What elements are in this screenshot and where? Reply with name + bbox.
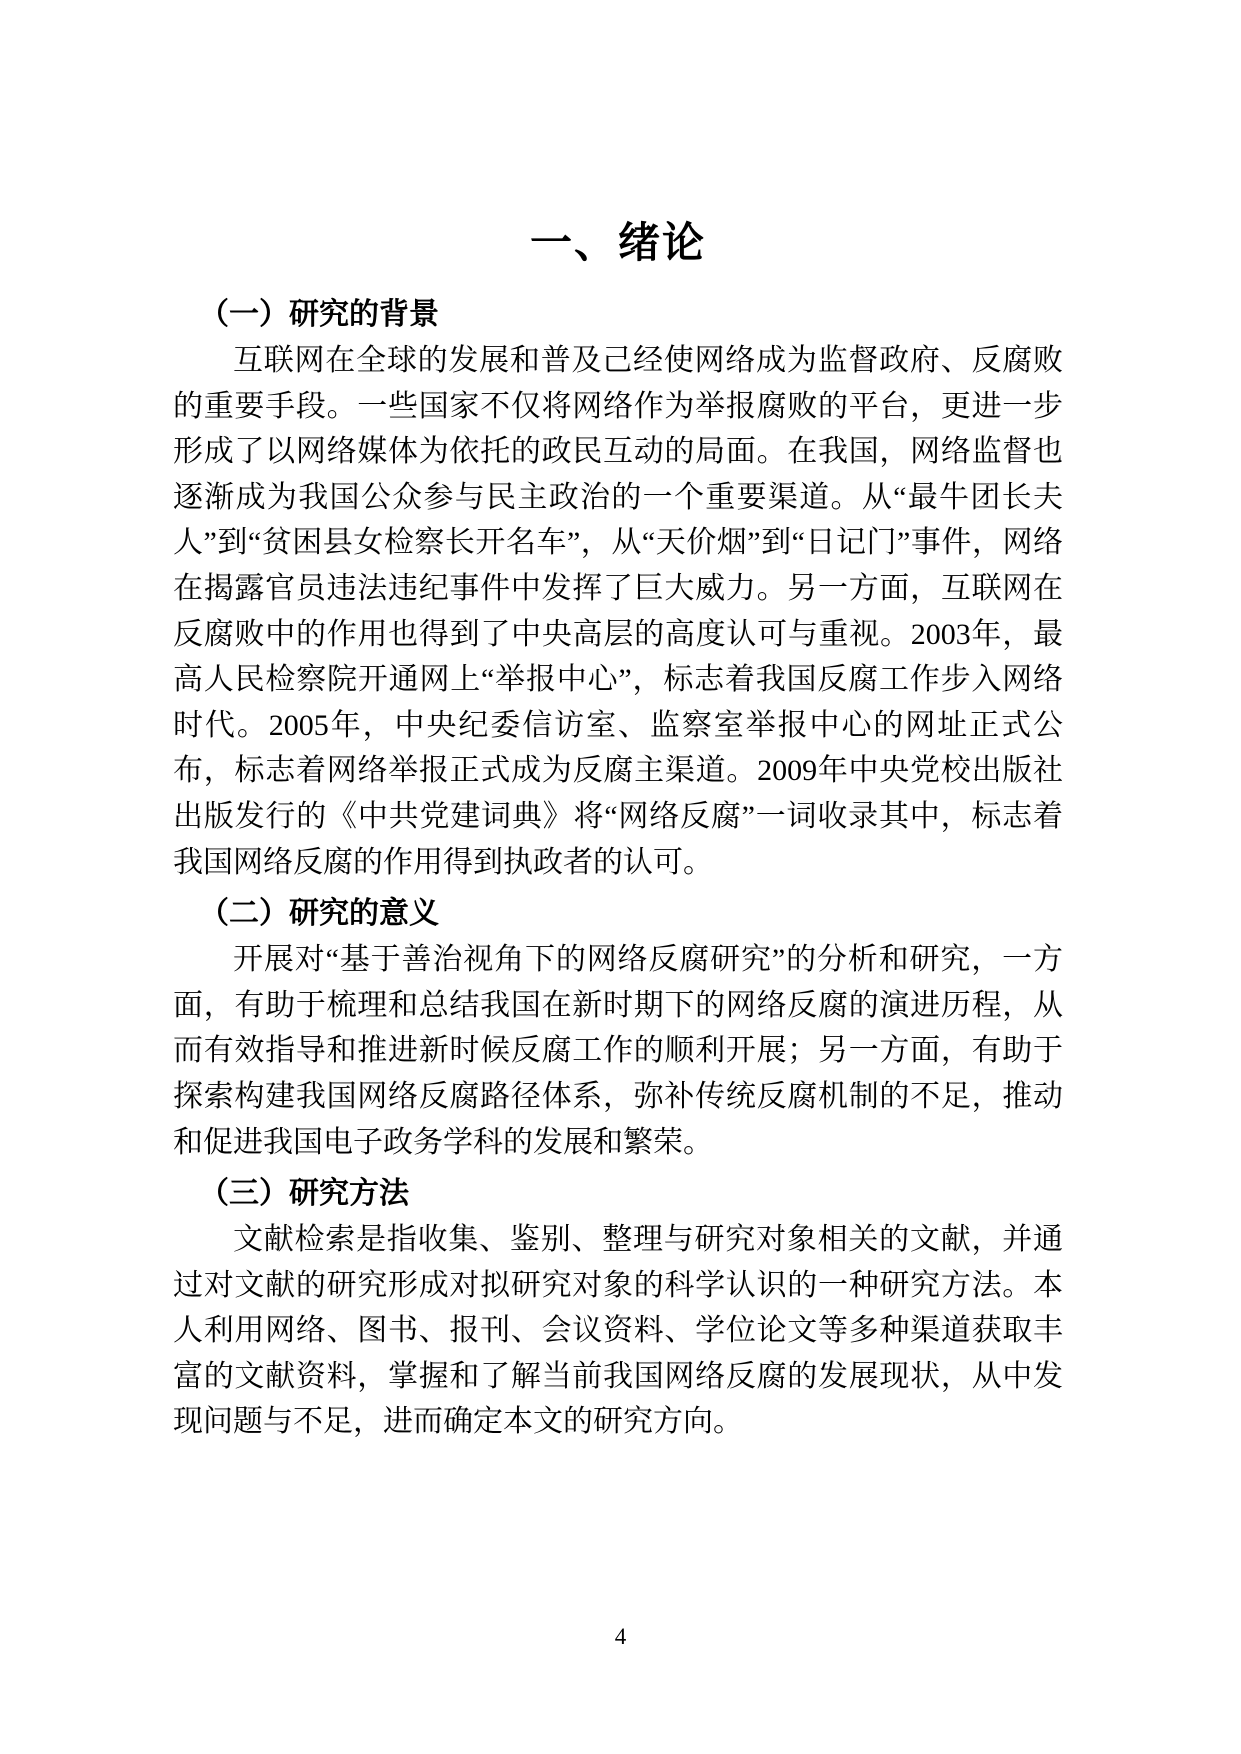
page-content: [173, 216, 1063, 1445]
section-research-methods: [173, 1171, 1063, 1445]
section-heading: （三）研究方法: [199, 1177, 409, 1211]
paragraph: 文献检索是指收集、鉴别、整理与研究对象相关的文献，并通过对文献的研究形成对拟研究对象的科学认识的一种研究方法。本人利用网络、图书、报刊、会议资料、学位论文等多种渠道获取丰富的文献资料，掌握和了解当前我国网络反腐的发展现状，从中发现问题与不足，进而确定本文的研究方向。: [173, 1223, 1063, 1439]
section-heading: （一）研究的背景: [199, 298, 439, 331]
paragraph: 开展对“基于善治视角下的网络反腐研究”的分析和研究，一方面，有助于梳理和总结我国在新时期下的网络反腐的演进历程，从而有效指导和推进新时候反腐工作的顺利开展；另一方面，有助于探索构建我国网络反腐路径体系，弥补传统反腐机制的不足，推动和促进我国电子政务学科的发展和繁荣。: [173, 943, 1063, 1159]
section-research-background: [173, 292, 1063, 885]
paragraph: 互联网在全球的发展和普及己经使网络成为监督政府、反腐败的重要手段。一些国家不仅将网络作为举报腐败的平台，更进一步形成了以网络媒体为依托的政民互动的局面。在我国，网络监督也逐渐成为我国公众参与民主政治的一个重要渠道。从“最牛团长夫人”到“贫困县女检察长开名车”，从“天价烟”到“日记门”事件，网络在揭露官员违法违纪事件中发挥了巨大威力。另一方面，互联网在反腐败中的作用也得到了中央高层的高度认可与重视。2003年，最高人民检察院开通网上“举报中心”，标志着我国反腐工作步入网络时代。2005年，中央纪委信访室、监察室举报中心的网址正式公布，标志着网络举报正式成为反腐主渠道。2009年中央党校出版社出版发行的《中共党建词典》将“网络反腐”一词收录其中，标志着我国网络反腐的作用得到执政者的认可。: [173, 344, 1063, 879]
section-research-significance: [173, 891, 1063, 1165]
section-heading: （二）研究的意义: [199, 897, 439, 931]
page-title: 一、绪论: [529, 219, 706, 266]
page-number: 4: [614, 1624, 627, 1649]
